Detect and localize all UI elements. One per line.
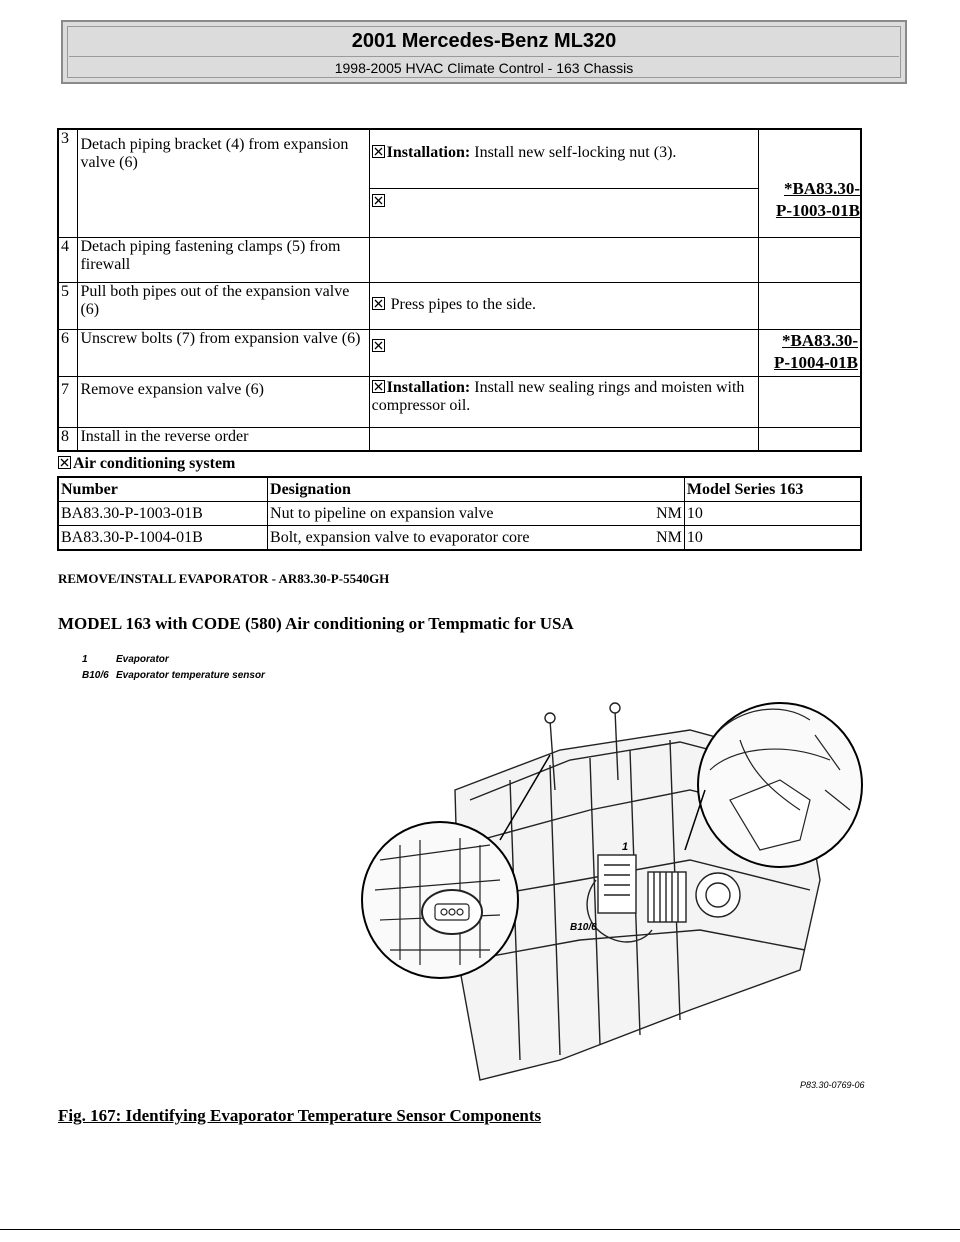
figure-legend (82, 652, 265, 684)
broken-image-icon (372, 194, 385, 207)
procedure-steps-table (57, 128, 862, 452)
installation-label: Installation: (386, 144, 471, 161)
step-ref-cell (758, 283, 861, 330)
figure-label-sensor: B10/6 (570, 922, 597, 933)
note-text: Install new self-locking nut (3). (470, 144, 677, 161)
step-action: Pull both pipes out of the expansion valve (6) (78, 283, 369, 330)
step-ref-cell (758, 428, 861, 452)
legend-item: B10/6 Evaporator temperature sensor (82, 670, 265, 681)
step-note (369, 377, 758, 428)
step-action: Unscrew bolts (7) from expansion valve (6) (78, 330, 369, 377)
step-note (369, 283, 758, 330)
spec-unit: NM (656, 529, 682, 546)
spec-header-row (58, 477, 861, 502)
step-number: 6 (58, 330, 78, 377)
step-note (369, 129, 758, 189)
step-row-8 (58, 428, 861, 452)
spec-unit: NM (656, 505, 682, 522)
step-note-icon-cell (369, 189, 758, 238)
step-number: 4 (58, 238, 78, 283)
step-action: Detach piping fastening clamps (5) from firewall (78, 238, 369, 283)
header-title: 2001 Mercedes-Benz ML320 (351, 30, 617, 52)
spec-number: BA83.30-P-1003-01B (58, 502, 268, 526)
broken-image-icon (58, 456, 71, 469)
spec-designation: Bolt, expansion valve to evaporator core NM (268, 526, 685, 551)
step-number: 3 (58, 129, 78, 238)
installation-label: Installation: (386, 379, 471, 396)
col-header-model: Model Series 163 (684, 477, 861, 502)
spec-number: BA83.30-P-1004-01B (58, 526, 268, 551)
col-header-number: Number (58, 477, 268, 502)
step-row-3 (58, 129, 861, 189)
figure-caption: Fig. 167: Identifying Evaporator Temperature Sensor Components (58, 1106, 542, 1125)
spec-value: 10 (684, 526, 861, 551)
torque-spec-table (57, 476, 862, 551)
step-row-7 (58, 377, 861, 428)
page-header (61, 20, 907, 84)
step-row-4 (58, 238, 861, 283)
step-ref-cell (758, 377, 861, 428)
spec-reference-link[interactable]: *BA83.30- P-1004-01B (773, 331, 858, 372)
note-text: Press pipes to the side. (386, 296, 536, 313)
header-divider (69, 56, 899, 57)
header-subtitle: 1998-2005 HVAC Climate Control - 163 Chassis (334, 60, 634, 76)
col-header-designation: Designation (268, 477, 685, 502)
step-note (369, 238, 758, 283)
figure-code: P83.30-0769-06 (800, 1080, 865, 1090)
spec-reference-link[interactable]: *BA83.30- P-1003-01B (775, 179, 860, 220)
ac-system-heading: Air conditioning system (58, 455, 235, 473)
model-title: MODEL 163 with CODE (580) Air conditioning or Tempmatic for USA (58, 614, 574, 633)
section-title: REMOVE/INSTALL EVAPORATOR - AR83.30-P-5540GH (58, 571, 390, 586)
spec-row (58, 526, 861, 551)
figure-label-evaporator: 1 (622, 841, 629, 853)
spec-designation: Nut to pipeline on expansion valve NM (268, 502, 685, 526)
broken-image-icon (372, 380, 385, 393)
broken-image-icon (372, 145, 385, 158)
step-number: 7 (58, 377, 78, 428)
broken-image-icon (372, 297, 385, 310)
step-action: Remove expansion valve (6) (78, 377, 369, 428)
step-row-6 (58, 330, 861, 377)
step-action: Detach piping bracket (4) from expansion valve (6) (78, 129, 369, 238)
step-number: 5 (58, 283, 78, 330)
step-ref-cell (758, 238, 861, 283)
spec-row (58, 502, 861, 526)
legend-item: 1 Evaporator (82, 654, 169, 665)
evaporator-diagram (360, 640, 870, 1095)
broken-image-icon (372, 339, 385, 352)
step-number: 8 (58, 428, 78, 452)
spec-value: 10 (684, 502, 861, 526)
note-text: Install new sealing rings and moisten with compressor oil. (371, 379, 745, 414)
step-ref-cell (758, 330, 861, 377)
step-note (369, 330, 758, 377)
step-note (369, 428, 758, 452)
page-bottom-rule (0, 1229, 960, 1230)
step-action: Install in the reverse order (78, 428, 369, 452)
step-row-5 (58, 283, 861, 330)
